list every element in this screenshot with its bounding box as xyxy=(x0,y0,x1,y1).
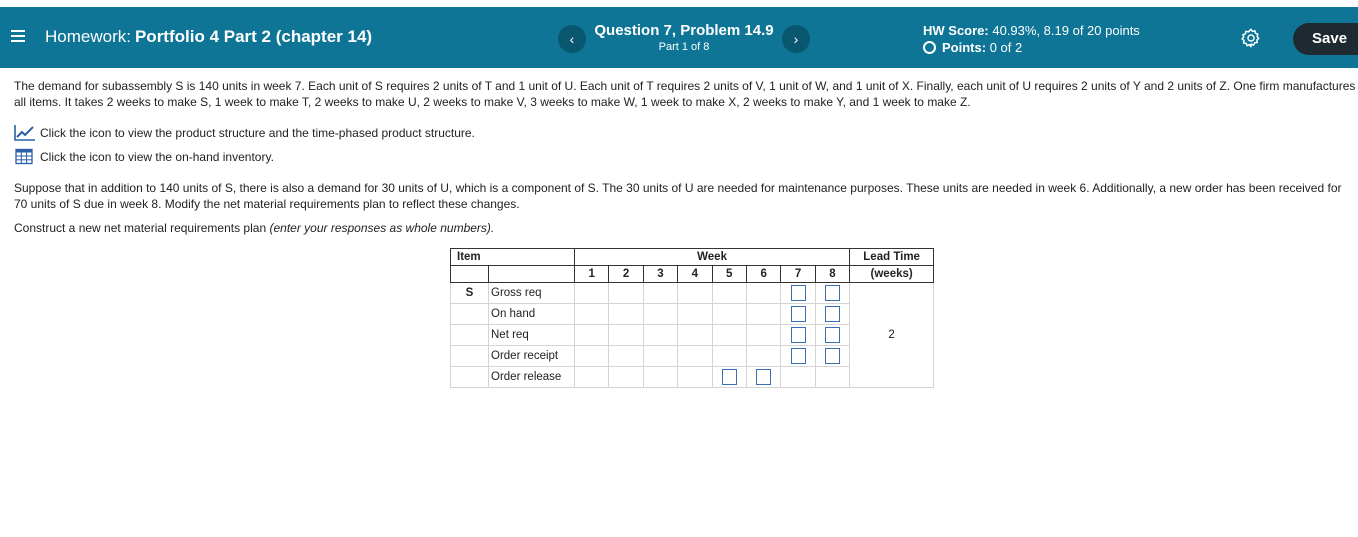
previous-question-button[interactable]: ‹ xyxy=(558,25,586,53)
order-receipt-week-8-input[interactable] xyxy=(825,348,840,364)
homework-label: Homework: xyxy=(45,27,131,46)
mrp-table xyxy=(450,248,934,388)
top-strip xyxy=(0,0,1358,7)
order-release-week-5-input[interactable] xyxy=(722,369,737,385)
lead-time-value: 2 xyxy=(850,283,934,388)
gross-req-week-8-input[interactable] xyxy=(825,285,840,301)
instruction-note: (enter your responses as whole numbers). xyxy=(269,221,495,235)
net-req-week-8-input[interactable] xyxy=(825,327,840,343)
instruction-text xyxy=(14,221,494,237)
question-part: Part 1 of 8 xyxy=(658,41,710,53)
week-2: 2 xyxy=(609,266,643,283)
problem-intro: The demand for subassembly S is 140 units in week 7. Each unit of S requires 2 units of T and 1 unit of U. Each unit of T requires 2 units of V, 1 unit of W, and 1 unit of X. Finally, each unit of U requires 2 units of Y and 2 units of Z. One firm manufactures all items. It takes 2 weeks to make S, 1 week to make T, 2 weeks to make U, 2 weeks to make V, 3 weeks to make W, 1 week to make X, 2 weeks to make Y, and 1 week to make Z. xyxy=(14,79,1356,109)
row-label-net-req: Net req xyxy=(489,325,575,346)
points-label: Points: xyxy=(942,40,987,55)
hw-score-label: HW Score: xyxy=(923,23,989,38)
gross-req-week-7-input[interactable] xyxy=(791,285,806,301)
product-structure-text: Click the icon to view the product structure and the time-phased product structure. xyxy=(40,126,475,140)
week-4: 4 xyxy=(678,266,712,283)
week-6: 6 xyxy=(746,266,780,283)
header-bar xyxy=(0,7,1358,68)
hamburger-menu-icon[interactable] xyxy=(11,30,25,44)
header-lead-time: Lead Time xyxy=(850,249,934,266)
row-label-gross-req: Gross req xyxy=(489,283,575,304)
order-release-week-6-input[interactable] xyxy=(756,369,771,385)
homework-title xyxy=(45,27,372,47)
header-week: Week xyxy=(575,249,850,266)
question-title: Question 7, Problem 14.9 xyxy=(594,22,774,39)
next-question-button[interactable]: › xyxy=(782,25,810,53)
settings-gear-icon[interactable] xyxy=(1240,27,1262,49)
week-7: 7 xyxy=(781,266,815,283)
hw-score-value: 40.93%, 8.19 of 20 points xyxy=(992,23,1140,38)
row-label-order-receipt: Order receipt xyxy=(489,346,575,367)
hw-score xyxy=(923,23,1140,38)
points-value: 0 of 2 xyxy=(989,40,1023,55)
on-hand-week-7-input[interactable] xyxy=(791,306,806,322)
week-8: 8 xyxy=(815,266,849,283)
product-structure-link[interactable] xyxy=(14,124,475,141)
week-1: 1 xyxy=(575,266,609,283)
net-req-week-7-input[interactable] xyxy=(791,327,806,343)
row-label-order-release: Order release xyxy=(489,367,575,388)
row-label-on-hand: On hand xyxy=(489,304,575,325)
header-item: Item xyxy=(451,249,575,266)
on-hand-week-8-input[interactable] xyxy=(825,306,840,322)
scenario-text: Suppose that in addition to 140 units of S, there is also a demand for 30 units of U, which is a component of S. The 30 units of U are needed for maintenance purposes. These units are needed in week 6. Additionally, a new order has been received for 70 units of S due in week 8. Modify the net material requirements plan to reflect these changes. xyxy=(14,181,1342,211)
order-receipt-week-7-input[interactable] xyxy=(791,348,806,364)
on-hand-inventory-link[interactable] xyxy=(14,148,274,165)
row-gross-req xyxy=(451,283,934,304)
week-3: 3 xyxy=(643,266,677,283)
week-5: 5 xyxy=(712,266,746,283)
homework-name: Portfolio 4 Part 2 (chapter 14) xyxy=(134,27,373,46)
save-button[interactable]: Save xyxy=(1293,23,1358,55)
table-week-row xyxy=(451,266,934,283)
instruction-main: Construct a new net material requirements plan xyxy=(14,221,267,235)
points-circle-icon xyxy=(923,41,936,54)
table-icon[interactable] xyxy=(14,148,36,165)
item-s: S xyxy=(451,283,489,304)
points xyxy=(923,40,1022,55)
table-header-row xyxy=(451,249,934,266)
on-hand-inventory-text: Click the icon to view the on-hand inventory. xyxy=(40,150,274,164)
chart-icon[interactable] xyxy=(14,124,36,141)
header-lead-time-unit: (weeks) xyxy=(850,266,934,283)
